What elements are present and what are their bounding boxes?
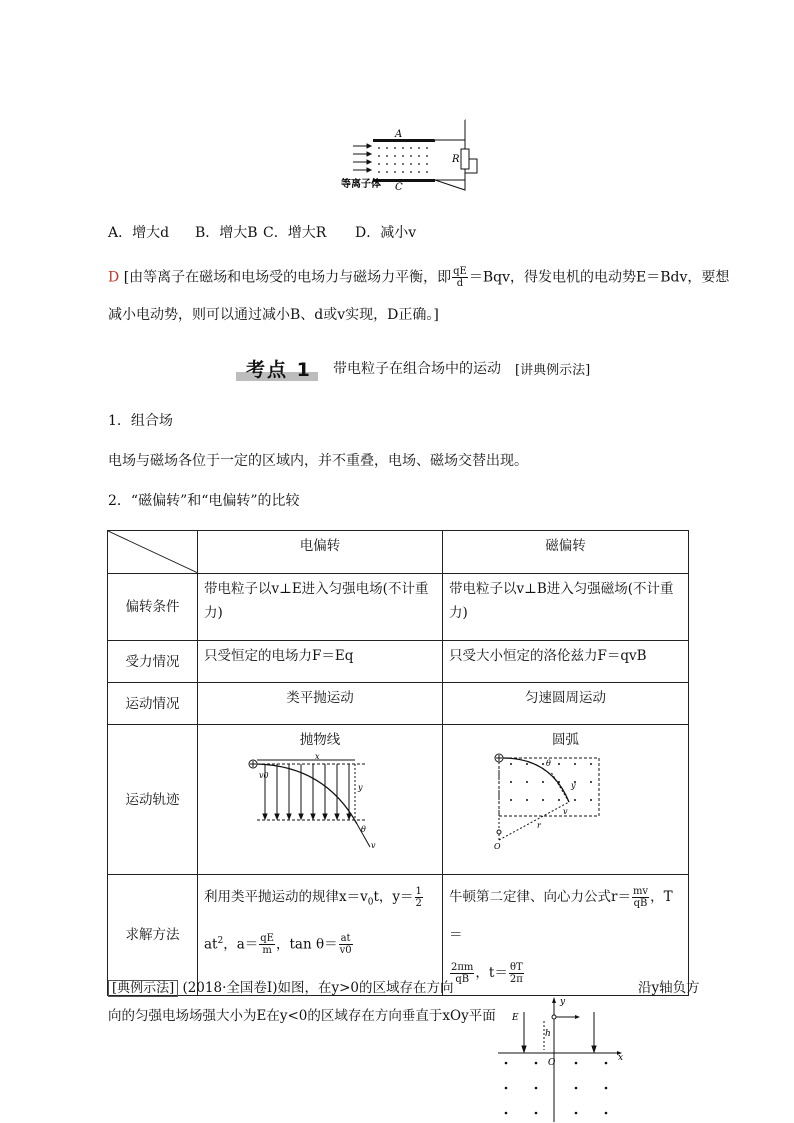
example-line-1 <box>108 976 454 996</box>
table-row <box>108 574 689 641</box>
option-a: A．增大d <box>108 225 170 241</box>
label-c: C <box>395 182 403 193</box>
section-badge: 考点 1 <box>236 355 318 381</box>
section-title: 带电粒子在组合场中的运动 <box>333 361 501 377</box>
svg-text:y: y <box>358 783 363 792</box>
table-header-row <box>108 531 689 574</box>
svg-text:x: x <box>618 1053 624 1063</box>
example-tag: [典例示法] <box>108 980 178 997</box>
cell-electric: 类平抛运动 <box>198 683 443 725</box>
cell-electric: 带电粒子以v⊥E进入匀强电场(不计重力) <box>198 574 443 641</box>
row-label: 偏转条件 <box>108 574 198 641</box>
svg-text:v: v <box>562 807 568 816</box>
cell-electric: 只受恒定的电场力F＝Eq <box>198 641 443 683</box>
label-r: R <box>452 154 460 165</box>
arc-diagram <box>491 752 641 852</box>
field-diagram <box>498 994 628 1123</box>
plasma-caption: 等离子体 <box>341 179 381 190</box>
svg-text:y: y <box>560 997 566 1007</box>
parabola-diagram <box>245 752 395 852</box>
plasma-arrows <box>353 144 371 172</box>
cell-electric-trajectory <box>198 725 443 875</box>
row-label: 求解方法 <box>108 875 198 996</box>
arc-label: 圆弧 <box>552 732 579 748</box>
header-magnetic: 磁偏转 <box>443 531 689 574</box>
example-line-2: 向的匀强电场场强大小为E在y<0的区域存在方向垂直于xOy平面 <box>108 1008 496 1024</box>
corner-cell <box>108 531 198 574</box>
row-label: 运动轨迹 <box>108 725 198 875</box>
option-d: D．减小v <box>355 225 417 241</box>
comparison-table <box>107 530 689 996</box>
cell-magnetic: 带电粒子以v⊥B进入匀强磁场(不计重力) <box>443 574 689 641</box>
p1-text: 电场与磁场各位于一定的区域内，并不重叠，电场、磁场交替出现。 <box>108 453 528 469</box>
plate-c <box>373 179 435 182</box>
cell-magnetic: 匀速圆周运动 <box>443 683 689 725</box>
answer-text-before: [由等离子在磁场和电场受的电场力与磁场力平衡，即 <box>123 269 452 286</box>
table-row <box>108 683 689 725</box>
svg-text:h: h <box>545 1029 551 1039</box>
answer-letter: D <box>108 269 120 286</box>
cell-magnetic: 只受大小恒定的洛伦兹力F＝qvB <box>443 641 689 683</box>
cell-magnetic-solve: 牛顿第二定律、向心力公式r＝ $\frac{mv}{qB}$ ，T＝ $\frac{2\pi m}{qB}$ ，t＝ $\frac{\theta T}{2\pi}$ <box>443 875 689 996</box>
p2-heading: 2．“磁偏转”和“电偏转”的比较 <box>108 493 300 509</box>
header-electric: 电偏转 <box>198 531 443 574</box>
example-text-1: (2018·全国卷Ⅰ)如图，在y>0的区域存在方向 <box>182 980 454 996</box>
answer-line-2: 减小电动势，则可以通过减小B、d或v实现，D正确。] <box>108 307 439 323</box>
cell-magnetic-trajectory <box>443 725 689 875</box>
cell-electric-solve: 利用类平抛运动的规律$x=v_0t$，y＝ $\frac{1}{2}$ $at^2$，a＝ $\frac{qE}{m}$ ，tan θ＝ $\frac{at}{v0}$ <box>198 875 443 996</box>
resistor-r <box>461 149 469 169</box>
svg-text:O: O <box>493 842 501 851</box>
plasma-generator-diagram <box>335 115 495 195</box>
row-label: 运动情况 <box>108 683 198 725</box>
svg-text:v0: v0 <box>259 771 269 780</box>
option-b: B．增大B <box>195 225 258 241</box>
table-row <box>108 641 689 683</box>
svg-text:v: v <box>371 841 376 850</box>
svg-text:x: x <box>315 752 320 761</box>
magnetic-field-dots <box>378 147 428 173</box>
answer-fraction: $\frac{qE}{d}$ <box>453 266 467 289</box>
section-tag: [讲典例示法] <box>515 363 591 378</box>
table-row <box>108 725 689 875</box>
option-c: C．增大R <box>263 225 327 241</box>
answer-text-after: ＝Bqv，得发电机的电动势E＝Bdv，要想 <box>468 269 730 286</box>
svg-text:O: O <box>548 1058 556 1068</box>
example-line-1-right: 沿y轴负方 <box>638 980 700 996</box>
svg-text:θ: θ <box>361 825 366 834</box>
parabola-label: 抛物线 <box>299 732 341 748</box>
svg-text:r: r <box>536 821 541 830</box>
plate-a <box>373 139 435 142</box>
label-a: A <box>395 129 403 140</box>
row-label: 受力情况 <box>108 641 198 683</box>
p1-heading: 1．组合场 <box>108 413 173 429</box>
svg-text:y: y <box>570 781 576 790</box>
svg-text:θ: θ <box>545 759 551 768</box>
svg-text:E: E <box>512 1013 519 1023</box>
answer-line-1 <box>108 266 729 289</box>
